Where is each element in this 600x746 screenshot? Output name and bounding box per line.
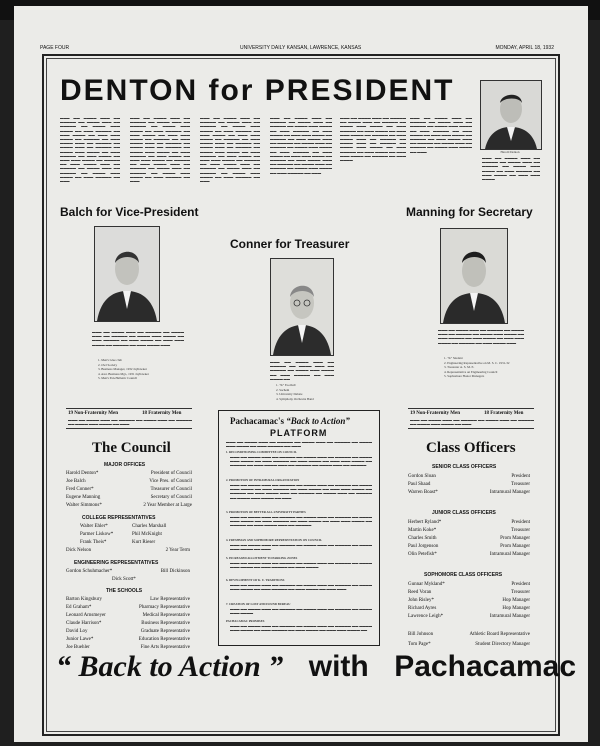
balch-photo <box>94 226 160 322</box>
name: Walter Ehler* <box>80 524 108 529</box>
bottom-slogan <box>56 650 576 684</box>
office: Intramural Manager <box>489 552 530 557</box>
office: Education Representative <box>138 637 190 642</box>
platform-item-text: ▬▬▬ ▬▬ ▬▬▬▬ ▬▬▬ ▬▬ ▬▬▬▬▬ ▬▬ ▬▬▬▬ ▬▬▬ ▬▬ ▬▬▬▬▬ ▬▬ ▬▬▬▬ ▬▬▬ ▬▬▬▬ ▬▬ ▬▬▬ ▬▬▬▬▬ ▬▬ ▬▬▬ ▬▬▬▬ ▬▬ ▬▬▬ ▬▬▬ ▬▬▬▬ ▬▬ ▬▬▬▬▬ ▬▬ ▬▬▬ ▬▬▬▬ ▬▬▬ ▬▬ ▬▬▬▬▬ <box>230 515 372 528</box>
name: Charles Marshall <box>132 524 167 529</box>
platform-item: 7. CREATION OF LOST AND FOUND BUREAU <box>226 602 291 606</box>
list-item: 3. Treasurer A. S. M. E. <box>444 365 475 369</box>
non-fraternity-count: 19 Non-Fraternity Men <box>68 411 118 416</box>
manning-text: ▬▬▬ ▬▬ ▬▬▬▬ ▬▬▬ ▬▬ ▬▬▬▬▬ ▬▬ ▬▬▬▬ ▬▬▬ ▬▬ ▬▬▬▬▬ ▬▬ ▬▬▬▬ ▬▬▬ ▬▬▬▬ ▬▬ ▬▬▬ ▬▬▬▬▬ ▬▬ ▬▬▬ ▬▬▬▬ ▬▬ ▬▬▬ ▬▬▬ ▬▬▬▬ ▬▬ ▬▬▬▬▬ ▬▬ ▬▬▬ ▬▬▬▬ ▬▬▬ <box>438 328 524 345</box>
name: Ed Graham* <box>66 605 92 610</box>
office: Treasurer <box>511 482 530 487</box>
body-column-6: ▬▬▬ ▬▬ ▬▬▬▬ ▬▬▬ ▬▬ ▬▬▬▬▬ ▬▬ ▬▬▬▬ ▬▬▬ ▬▬ ▬▬▬▬▬ ▬▬ ▬▬▬▬ ▬▬▬ ▬▬▬▬ ▬▬ ▬▬▬ ▬▬▬▬▬ ▬▬ ▬▬▬ ▬▬▬▬ ▬▬ ▬▬▬ ▬▬▬ ▬▬▬▬ ▬▬ ▬▬▬▬▬ ▬▬ ▬▬▬ ▬▬▬▬ ▬▬▬ ▬▬ ▬▬▬▬▬ ▬▬ ▬▬▬▬ ▬▬▬ ▬▬ ▬▬▬▬▬ ▬▬ ▬▬▬▬ ▬▬▬ ▬▬▬▬ ▬▬ ▬▬▬ <box>410 116 472 154</box>
denton-caption-text: ▬▬▬ ▬▬ ▬▬▬▬ ▬▬▬ ▬▬ ▬▬▬▬▬ ▬▬ ▬▬▬▬ ▬▬▬ ▬▬ ▬▬▬▬▬ ▬▬ ▬▬▬▬ ▬▬▬ ▬▬▬▬ ▬▬ ▬▬▬ ▬▬▬▬▬ ▬▬ ▬▬▬ ▬▬▬▬ ▬▬ ▬▬▬ ▬▬▬ ▬▬▬▬ <box>482 156 540 182</box>
denton-caption <box>480 150 540 154</box>
name: Tom Page* <box>408 642 431 647</box>
denton-photo <box>480 80 542 150</box>
platform-item-text: ▬▬▬ ▬▬ ▬▬▬▬ ▬▬▬ ▬▬ ▬▬▬▬▬ ▬▬ ▬▬▬▬ ▬▬▬ ▬▬ ▬▬▬▬▬ ▬▬ ▬▬▬▬ ▬▬▬ ▬▬▬▬ <box>230 607 372 616</box>
name: Frank Theis* <box>80 540 107 545</box>
office: Prom Manager <box>500 544 530 549</box>
office: Intramural Manager <box>489 490 530 495</box>
engineering-reps-heading: ENGINEERING REPRESENTATIVES <box>74 560 159 566</box>
vice-president-heading: Balch for Vice-President <box>60 205 199 219</box>
slogan-back-to-action: “ Back to Action ” <box>56 650 284 683</box>
fraternity-count: 18 Fraternity Men <box>484 411 524 416</box>
sophomore-heading: SOPHOMORE CLASS OFFICERS <box>424 572 503 578</box>
manning-photo <box>440 228 508 324</box>
portrait-image <box>481 81 541 149</box>
name: Gordon Sloan <box>408 474 436 479</box>
body-column-5: ▬▬▬ ▬▬ ▬▬▬▬ ▬▬▬ ▬▬ ▬▬▬▬▬ ▬▬ ▬▬▬▬ ▬▬▬ ▬▬ ▬▬▬▬▬ ▬▬ ▬▬▬▬ ▬▬▬ ▬▬▬▬ ▬▬ ▬▬▬ ▬▬▬▬▬ ▬▬ ▬▬▬ ▬▬▬▬ ▬▬ ▬▬▬ ▬▬▬ ▬▬▬▬ ▬▬ ▬▬▬▬▬ ▬▬ ▬▬▬ ▬▬▬▬ ▬▬▬ ▬▬ ▬▬▬▬▬ ▬▬ ▬▬▬▬ ▬▬▬ ▬▬ ▬▬▬▬▬ ▬▬ ▬▬▬▬ ▬▬▬ ▬▬▬▬ ▬▬ ▬▬▬ ▬▬▬▬▬ ▬▬ ▬▬▬ ▬▬▬▬ ▬▬ ▬▬▬ ▬▬▬ ▬▬▬▬ ▬▬ ▬▬▬▬▬ ▬▬ ▬▬▬ ▬▬▬▬ <box>340 116 406 163</box>
frat-note-left: ▬▬▬ ▬▬ ▬▬▬▬ ▬▬▬ ▬▬ ▬▬▬▬▬ ▬▬ ▬▬▬▬ ▬▬▬ ▬▬ ▬▬▬▬▬ ▬▬ ▬▬▬▬ ▬▬▬ ▬▬▬▬ ▬▬ ▬▬▬ <box>68 418 192 426</box>
platform-item: 6. DEVELOPMENT OF K. U. TRADITIONS <box>226 578 285 582</box>
name: Junior Lawe* <box>66 637 94 642</box>
name: Paul Shaad <box>408 482 431 487</box>
office: Business Representative <box>141 621 190 626</box>
council-heading: The Council <box>92 440 171 456</box>
name: Phil McKnight <box>132 532 162 537</box>
platform-owner: Pachacamac's <box>230 416 284 426</box>
conner-photo <box>270 258 334 356</box>
office: President of Council <box>150 471 192 476</box>
office: Treasurer of Council <box>150 487 192 492</box>
name: Herbert Ryland* <box>408 520 442 525</box>
name: Richard Ayres <box>408 606 437 611</box>
name: Bill Dickinson <box>160 569 190 574</box>
platform-item-text: ▬▬▬ ▬▬ ▬▬▬▬ ▬▬▬ ▬▬ ▬▬▬▬▬ ▬▬ ▬▬▬▬ ▬▬▬ ▬▬ ▬▬▬▬▬ ▬▬ ▬▬▬▬ ▬▬▬ ▬▬▬▬ ▬▬ ▬▬▬ ▬▬▬▬▬ ▬▬ ▬▬▬ ▬▬▬▬ <box>230 561 372 570</box>
name: Olin Petefish* <box>408 552 437 557</box>
name: Dick Nelson <box>66 548 92 553</box>
conner-text: ▬▬▬ ▬▬ ▬▬▬▬ ▬▬▬ ▬▬ ▬▬▬▬▬ ▬▬ ▬▬▬▬ ▬▬▬ ▬▬ ▬▬▬▬▬ ▬▬ ▬▬▬▬ ▬▬▬ ▬▬▬▬ ▬▬ ▬▬▬ ▬▬▬▬▬ ▬▬ ▬▬▬ ▬▬▬▬ ▬▬ <box>270 360 334 381</box>
platform-item-text: ▬▬▬ ▬▬ ▬▬▬▬ ▬▬▬ ▬▬ ▬▬▬▬▬ ▬▬ ▬▬▬▬ ▬▬▬ ▬▬ ▬▬▬▬▬ ▬▬ ▬▬▬▬ ▬▬▬ ▬▬▬▬ ▬▬ ▬▬▬ ▬▬▬▬▬ ▬▬ ▬▬▬ ▬▬▬▬ ▬▬ ▬▬▬ ▬▬▬ ▬▬▬▬ ▬▬ <box>230 624 372 633</box>
office: Intramural Manager <box>489 614 530 619</box>
office: President <box>511 520 530 525</box>
divider <box>66 428 192 429</box>
office: Treasurer <box>511 528 530 533</box>
slogan-party: Pachacamac <box>394 650 577 683</box>
office: President <box>511 582 530 587</box>
office: Athletic Board Representative <box>469 632 530 637</box>
name: Paul Jorgenson <box>408 544 439 549</box>
platform-item: PACHACAMAC PROMISES <box>226 619 265 623</box>
list-item: 5. Sophomore Honor Managers <box>444 374 485 378</box>
platform-item: 1. RECONDITIONING COMMITTEE ON COUNCIL <box>226 450 297 454</box>
name: Claude Harrison* <box>66 621 102 626</box>
name: Martin Koke* <box>408 528 437 533</box>
body-column-1: ▬▬▬ ▬▬ ▬▬▬▬ ▬▬▬ ▬▬ ▬▬▬▬▬ ▬▬ ▬▬▬▬ ▬▬▬ ▬▬ ▬▬▬▬▬ ▬▬ ▬▬▬▬ ▬▬▬ ▬▬▬▬ ▬▬ ▬▬▬ ▬▬▬▬▬ ▬▬ ▬▬▬ ▬▬▬▬ ▬▬ ▬▬▬ ▬▬▬ ▬▬▬▬ ▬▬ ▬▬▬▬▬ ▬▬ ▬▬▬ ▬▬▬▬ ▬▬▬ ▬▬ ▬▬▬▬▬ ▬▬ ▬▬▬▬ ▬▬▬ ▬▬ ▬▬▬▬▬ ▬▬ ▬▬▬▬ ▬▬▬ ▬▬▬▬ ▬▬ ▬▬▬ ▬▬▬▬▬ ▬▬ ▬▬▬ ▬▬▬▬ ▬▬ ▬▬▬ ▬▬▬ ▬▬▬▬ ▬▬ ▬▬▬▬▬ ▬▬ ▬▬▬ ▬▬▬▬ ▬▬▬ ▬▬ ▬▬▬▬▬ ▬▬ ▬▬▬▬ ▬▬▬ ▬▬ ▬▬▬▬▬ ▬▬ ▬▬▬▬ ▬▬▬ ▬▬▬▬ ▬▬ ▬▬▬ ▬▬▬▬▬ ▬▬ ▬▬▬ <box>60 116 120 184</box>
platform-item: 3. PROMOTION OF BETTER ALL-UNIVERSITY PARTIES <box>226 510 306 514</box>
portrait-image <box>271 259 333 355</box>
office: Hop Manager <box>502 598 530 603</box>
office: Student Directory Manager <box>475 642 530 647</box>
platform-item-text: ▬▬▬ ▬▬ ▬▬▬▬ ▬▬▬ ▬▬ ▬▬▬▬▬ ▬▬ ▬▬▬▬ ▬▬▬ ▬▬ ▬▬▬▬▬ ▬▬ ▬▬▬▬ ▬▬▬ ▬▬▬▬ ▬▬ ▬▬▬ ▬▬▬▬▬ ▬▬ ▬▬▬ ▬▬▬▬ ▬▬ ▬▬▬ ▬▬▬ <box>230 583 372 592</box>
list-item: 2. Owl Society <box>98 362 118 367</box>
list-item: 4. Asst. Business Mgr., 1931 Jayhawker <box>98 371 149 376</box>
name: Parmer Liskow* <box>80 532 114 537</box>
list-item: 3. Business Manager, 1932 Jayhawker <box>98 367 147 371</box>
platform-item-text: ▬▬▬ ▬▬ ▬▬▬▬ ▬▬▬ ▬▬ ▬▬▬▬▬ ▬▬ ▬▬▬▬ ▬▬▬ ▬▬ ▬▬▬▬▬ ▬▬ ▬▬▬▬ ▬▬▬ ▬▬▬▬ ▬▬ ▬▬▬ <box>230 543 372 552</box>
name: Fred Conner* <box>66 487 94 492</box>
name: Gordon Schuhmacher* <box>66 569 113 574</box>
name: Walter Simmons* <box>66 503 102 508</box>
list-item: 2. Sachem <box>276 387 290 392</box>
name: Charles Smith <box>408 536 437 541</box>
platform-title <box>230 416 350 426</box>
name: Lawrence Leigh* <box>408 614 444 619</box>
office: Hop Manager <box>502 606 530 611</box>
treasurer-heading: Conner for Treasurer <box>230 237 350 251</box>
class-officers-heading: Class Officers <box>426 440 516 456</box>
office: President <box>511 474 530 479</box>
name: Warren Boast* <box>408 490 438 495</box>
body-column-2: ▬▬▬ ▬▬ ▬▬▬▬ ▬▬▬ ▬▬ ▬▬▬▬▬ ▬▬ ▬▬▬▬ ▬▬▬ ▬▬ ▬▬▬▬▬ ▬▬ ▬▬▬▬ ▬▬▬ ▬▬▬▬ ▬▬ ▬▬▬ ▬▬▬▬▬ ▬▬ ▬▬▬ ▬▬▬▬ ▬▬ ▬▬▬ ▬▬▬ ▬▬▬▬ ▬▬ ▬▬▬▬▬ ▬▬ ▬▬▬ ▬▬▬▬ ▬▬▬ ▬▬ ▬▬▬▬▬ ▬▬ ▬▬▬▬ ▬▬▬ ▬▬ ▬▬▬▬▬ ▬▬ ▬▬▬▬ ▬▬▬ ▬▬▬▬ ▬▬ ▬▬▬ ▬▬▬▬▬ ▬▬ ▬▬▬ ▬▬▬▬ ▬▬ ▬▬▬ ▬▬▬ ▬▬▬▬ ▬▬ ▬▬▬▬▬ ▬▬ ▬▬▬ ▬▬▬▬ ▬▬▬ ▬▬ ▬▬▬▬▬ ▬▬ ▬▬▬▬ ▬▬▬ ▬▬ ▬▬▬▬▬ ▬▬ ▬▬▬▬ ▬▬▬ ▬▬▬▬ ▬▬ ▬▬▬ ▬▬▬▬▬ ▬▬ ▬▬▬ <box>130 116 190 184</box>
office: 2 Year Member at Large <box>143 503 192 508</box>
non-fraternity-count: 19 Non-Fraternity Men <box>410 411 460 416</box>
name: David Loy <box>66 629 88 634</box>
college-reps-heading: COLLEGE REPRESENTATIVES <box>82 515 156 521</box>
slogan-with: with <box>308 650 369 683</box>
name: Joe Buehler <box>66 645 90 650</box>
platform-intro: ▬▬▬ ▬▬ ▬▬▬▬ ▬▬▬ ▬▬ ▬▬▬▬▬ ▬▬ ▬▬▬▬ ▬▬▬ ▬▬ ▬▬▬▬▬ ▬▬ ▬▬▬▬ ▬▬▬ ▬▬▬▬ ▬▬ ▬▬▬ ▬▬▬▬▬ ▬▬ ▬▬▬ <box>226 440 372 448</box>
office: Pharmacy Representative <box>139 605 190 610</box>
office: Fine Arts Representative <box>140 645 190 650</box>
name: Leonard Arnsmeyer <box>66 613 106 618</box>
divider <box>66 408 192 409</box>
schools-heading: THE SCHOOLS <box>106 588 143 594</box>
portrait-image <box>95 227 159 321</box>
paper-name: UNIVERSITY DAILY KANSAN, LAWRENCE, KANSAS <box>240 45 362 51</box>
issue-date: MONDAY, APRIL 18, 1932 <box>495 45 554 51</box>
divider <box>408 408 534 409</box>
list-item: 2. Engineering Representative on M. S. C. 1931-32 <box>444 360 510 365</box>
senior-heading: SENIOR CLASS OFFICERS <box>432 464 497 470</box>
fraternity-count: 18 Fraternity Men <box>142 411 182 416</box>
office: Treasurer <box>511 590 530 595</box>
platform-item-text: ▬▬▬ ▬▬ ▬▬▬▬ ▬▬▬ ▬▬ ▬▬▬▬▬ ▬▬ ▬▬▬▬ ▬▬▬ ▬▬ ▬▬▬▬▬ ▬▬ ▬▬▬▬ ▬▬▬ ▬▬▬▬ ▬▬ ▬▬▬ ▬▬▬▬▬ ▬▬ ▬▬▬ ▬▬▬▬ ▬▬ ▬▬▬ ▬▬▬ ▬▬▬▬ ▬▬ ▬▬▬▬▬ ▬▬ ▬▬▬ ▬▬▬▬ ▬▬▬ ▬▬ ▬▬▬▬▬ ▬▬ ▬▬▬▬ ▬▬▬ ▬▬ ▬▬▬▬▬ ▬▬ ▬▬▬▬ ▬▬▬ ▬▬▬▬ ▬▬ ▬▬▬ <box>230 483 372 500</box>
conner-list <box>276 383 340 401</box>
major-offices-heading: MAJOR OFFICES <box>104 462 146 468</box>
list-item: 5. Men's Pan-Hellenic Council <box>98 376 138 380</box>
divider <box>408 428 534 429</box>
name: Bill Johnson <box>408 632 434 637</box>
body-column-4: ▬▬▬ ▬▬ ▬▬▬▬ ▬▬▬ ▬▬ ▬▬▬▬▬ ▬▬ ▬▬▬▬ ▬▬▬ ▬▬ ▬▬▬▬▬ ▬▬ ▬▬▬▬ ▬▬▬ ▬▬▬▬ ▬▬ ▬▬▬ ▬▬▬▬▬ ▬▬ ▬▬▬ ▬▬▬▬ ▬▬ ▬▬▬ ▬▬▬ ▬▬▬▬ ▬▬ ▬▬▬▬▬ ▬▬ ▬▬▬ ▬▬▬▬ ▬▬▬ ▬▬ ▬▬▬▬▬ ▬▬ ▬▬▬▬ ▬▬▬ ▬▬ ▬▬▬▬▬ ▬▬ ▬▬▬▬ ▬▬▬ ▬▬▬▬ ▬▬ ▬▬▬ ▬▬▬▬▬ ▬▬ ▬▬▬ ▬▬▬▬ ▬▬ ▬▬▬ ▬▬▬ ▬▬▬▬ ▬▬ ▬▬▬▬▬ ▬▬ ▬▬▬ ▬▬▬▬ ▬▬▬ ▬▬ ▬▬▬▬▬ ▬▬ ▬▬▬▬ ▬▬▬ ▬▬ ▬▬▬▬▬ ▬▬ ▬▬▬▬ ▬▬▬ ▬▬▬▬ ▬▬ ▬▬▬ ▬▬▬▬▬ ▬▬ ▬▬▬ <box>270 116 332 175</box>
office: Law Representative <box>150 597 190 602</box>
name: Reed Voran <box>408 590 432 595</box>
balch-text: ▬▬▬ ▬▬ ▬▬▬▬ ▬▬▬ ▬▬ ▬▬▬▬▬ ▬▬ ▬▬▬▬ ▬▬▬ ▬▬ ▬▬▬▬▬ ▬▬ ▬▬▬▬ ▬▬▬ ▬▬▬▬ ▬▬ ▬▬▬ ▬▬▬▬▬ ▬▬ ▬▬▬ ▬▬▬▬ ▬▬ ▬▬▬ ▬▬▬ ▬▬▬▬ ▬▬ ▬▬▬▬▬ ▬▬ ▬▬▬ ▬▬▬▬ ▬▬▬ <box>92 330 184 347</box>
office: Vice Pres. of Council <box>149 479 192 484</box>
name: Kurt Rieser <box>132 540 156 545</box>
name: John Risley* <box>408 598 434 603</box>
name: Barton Kingsbury <box>66 597 102 602</box>
office: Graduate Representative <box>140 629 190 634</box>
denton-caption-name: Harold Denton <box>500 150 520 154</box>
list-item: 1. "K" Student <box>444 356 463 360</box>
name: Gunnar Mykland* <box>408 582 445 587</box>
body-column-3: ▬▬▬ ▬▬ ▬▬▬▬ ▬▬▬ ▬▬ ▬▬▬▬▬ ▬▬ ▬▬▬▬ ▬▬▬ ▬▬ ▬▬▬▬▬ ▬▬ ▬▬▬▬ ▬▬▬ ▬▬▬▬ ▬▬ ▬▬▬ ▬▬▬▬▬ ▬▬ ▬▬▬ ▬▬▬▬ ▬▬ ▬▬▬ ▬▬▬ ▬▬▬▬ ▬▬ ▬▬▬▬▬ ▬▬ ▬▬▬ ▬▬▬▬ ▬▬▬ ▬▬ ▬▬▬▬▬ ▬▬ ▬▬▬▬ ▬▬▬ ▬▬ ▬▬▬▬▬ ▬▬ ▬▬▬▬ ▬▬▬ ▬▬▬▬ ▬▬ ▬▬▬ ▬▬▬▬▬ ▬▬ ▬▬▬ ▬▬▬▬ ▬▬ ▬▬▬ ▬▬▬ ▬▬▬▬ ▬▬ ▬▬▬▬▬ ▬▬ ▬▬▬ ▬▬▬▬ ▬▬▬ ▬▬ ▬▬▬▬▬ ▬▬ ▬▬▬▬ ▬▬▬ ▬▬ ▬▬▬▬▬ ▬▬ ▬▬▬▬ ▬▬▬ ▬▬▬▬ ▬▬ ▬▬▬ ▬▬▬▬▬ ▬▬ ▬▬▬ <box>200 116 260 184</box>
list-item: 4. Symphony Orchestra Band <box>276 396 314 401</box>
platform-item: 5. INCREASED ALLOTMENT TO PARKING ZONES <box>226 556 298 560</box>
list-item: 4. Representative on Engineering Council <box>444 369 498 374</box>
list-item: 3. University Debate <box>276 392 303 396</box>
page-number: PAGE FOUR <box>40 45 70 51</box>
secretary-heading: Manning for Secretary <box>406 205 533 219</box>
name: Dick Scott* <box>112 577 136 582</box>
platform-item-text: ▬▬▬ ▬▬ ▬▬▬▬ ▬▬▬ ▬▬ ▬▬▬▬▬ ▬▬ ▬▬▬▬ ▬▬▬ ▬▬ ▬▬▬▬▬ ▬▬ ▬▬▬▬ ▬▬▬ ▬▬▬▬ ▬▬ ▬▬▬ ▬▬▬▬▬ ▬▬ ▬▬▬ ▬▬▬▬ ▬▬ ▬▬▬ ▬▬▬ ▬▬▬▬ ▬▬ ▬▬▬▬▬ ▬▬ ▬▬▬ ▬▬▬▬ ▬▬▬ ▬▬ ▬▬▬▬▬ ▬▬ ▬▬▬▬ ▬▬▬ ▬▬ ▬▬▬▬▬ <box>230 455 372 468</box>
name: Joe Balch <box>66 479 86 484</box>
name: Harold Denton* <box>66 471 99 476</box>
portrait-image <box>441 229 507 323</box>
platform-slogan: “Back to Action” <box>286 416 350 426</box>
platform-item: 4. FRESHMAN AND SOPHOMORE REPRESENTATION ON COUNCIL <box>226 538 323 542</box>
list-item: 1. Men's Glee club <box>98 358 122 362</box>
list-item: 1. "K" Football <box>276 383 296 387</box>
term: 2 Year Term <box>165 548 190 553</box>
platform-label: PLATFORM <box>270 428 328 438</box>
name: Eugene Manning <box>66 495 101 500</box>
office: Medical Representative <box>142 613 190 618</box>
office: Prom Manager <box>500 536 530 541</box>
balch-list <box>98 358 190 381</box>
office: Secretary of Council <box>150 495 192 500</box>
platform-item: 2. PROMOTION OF INTRAMURAL ORGANIZATION <box>226 478 300 482</box>
manning-list <box>444 356 530 379</box>
frat-note-right: ▬▬▬ ▬▬ ▬▬▬▬ ▬▬▬ ▬▬ ▬▬▬▬▬ ▬▬ ▬▬▬▬ ▬▬▬ ▬▬ ▬▬▬▬▬ ▬▬ ▬▬▬▬ ▬▬▬ ▬▬▬▬ ▬▬ ▬▬▬ <box>410 418 534 426</box>
headline: DENTON for PRESIDENT <box>60 74 455 107</box>
junior-heading: JUNIOR CLASS OFFICERS <box>432 510 496 516</box>
